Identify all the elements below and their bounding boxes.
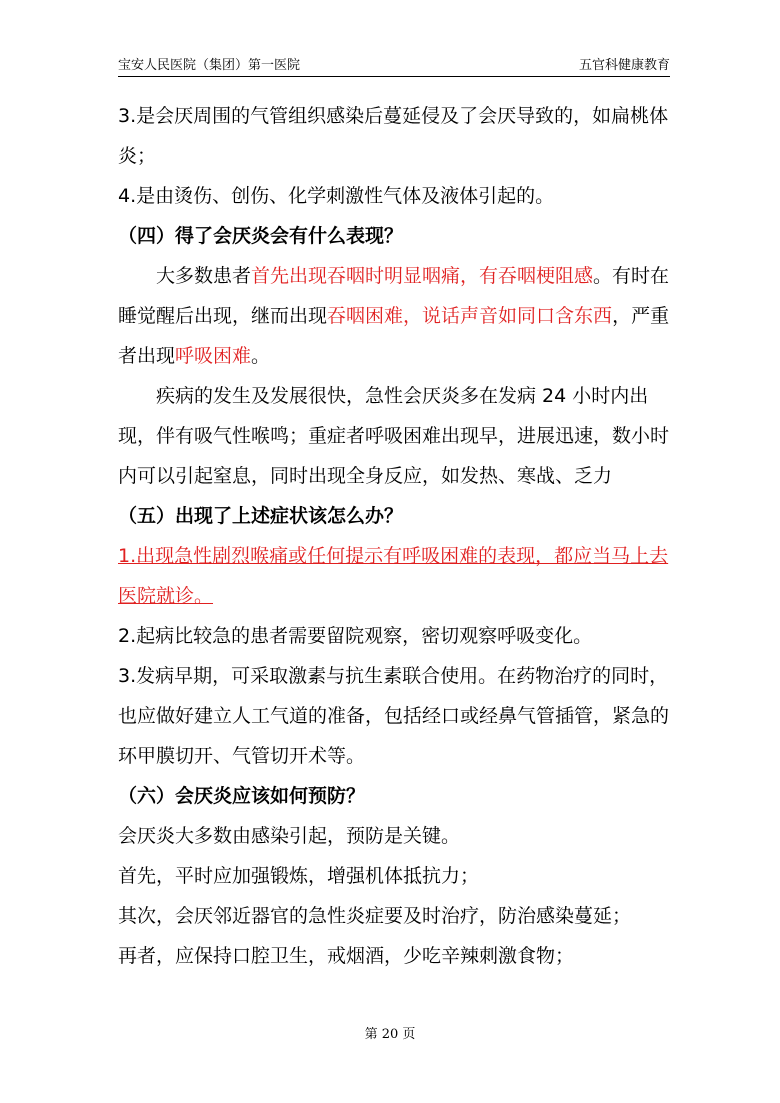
progression-paragraph: 疾病的发生及发展很快，急性会厌炎多在发病 24 小时内出现，伴有吸气性喉鸣；重症者呼吸困难出现早，进展迅速，数小时内可以引起窒息，同时出现全身反应，如发热、寒战、乏力 bbox=[118, 385, 670, 487]
cause-item-3: 3.是会厌周围的气管组织感染后蔓延侵及了会厌导致的，如扁桃体炎； bbox=[118, 105, 669, 167]
cause-item-4: 4.是由烫伤、创伤、化学刺激性气体及液体引起的。 bbox=[118, 185, 555, 207]
prevention-first: 首先，平时应加强锻炼，增强机体抵抗力； bbox=[118, 865, 480, 887]
action-item-2: 2.起病比较急的患者需要留院观察，密切观察呼吸变化。 bbox=[118, 625, 593, 647]
symptoms-text-2: 。有时在睡觉醒后出现，继而出现 bbox=[118, 265, 670, 327]
document-body bbox=[118, 96, 670, 976]
header-hospital-name: 宝安人民医院（集团）第一医院 bbox=[118, 58, 301, 73]
symptoms-highlight-2: 吞咽困难 bbox=[327, 305, 404, 327]
symptoms-paragraph bbox=[118, 256, 670, 376]
section-6-heading: （六）会厌炎应该如何预防？ bbox=[118, 785, 366, 807]
symptoms-highlight-1: 首先出现吞咽时明显咽痛，有吞咽梗阻感 bbox=[251, 265, 594, 287]
action-item-1: 1.出现急性剧烈喉痛或任何提示有呼吸困难的表现，都应当马上去医院就诊。 bbox=[118, 545, 669, 607]
section-4-heading: （四）得了会厌炎会有什么表现？ bbox=[118, 225, 404, 247]
action-item-3: 3.发病早期，可采取激素与抗生素联合使用。在药物治疗的同时，也应做好建立人工气道的准备，包括经口或经鼻气管插管，紧急的环甲膜切开、气管切开术等。 bbox=[118, 665, 670, 767]
prevention-third: 再者，应保持口腔卫生，戒烟酒，少吃辛辣刺激食物； bbox=[118, 945, 575, 967]
symptoms-text-3: ， bbox=[403, 305, 423, 327]
header-section-title: 五官科健康教育 bbox=[578, 58, 670, 73]
page-header bbox=[118, 52, 670, 77]
symptoms-text-1: 大多数患者 bbox=[156, 265, 252, 287]
symptoms-highlight-4: 呼吸困难 bbox=[175, 345, 252, 367]
section-5-heading: （五）出现了上述症状该怎么办？ bbox=[118, 505, 404, 527]
prevention-intro: 会厌炎大多数由感染引起，预防是关键。 bbox=[118, 825, 461, 847]
prevention-second: 其次，会厌邻近器官的急性炎症要及时治疗，防治感染蔓延； bbox=[118, 905, 632, 927]
symptoms-text-5: 。 bbox=[251, 345, 271, 367]
symptoms-text-4: ，严重者出现 bbox=[118, 305, 670, 367]
symptoms-highlight-3: 说话声音如同口含东西 bbox=[422, 305, 613, 327]
page-number: 第 20 页 bbox=[364, 1027, 416, 1042]
